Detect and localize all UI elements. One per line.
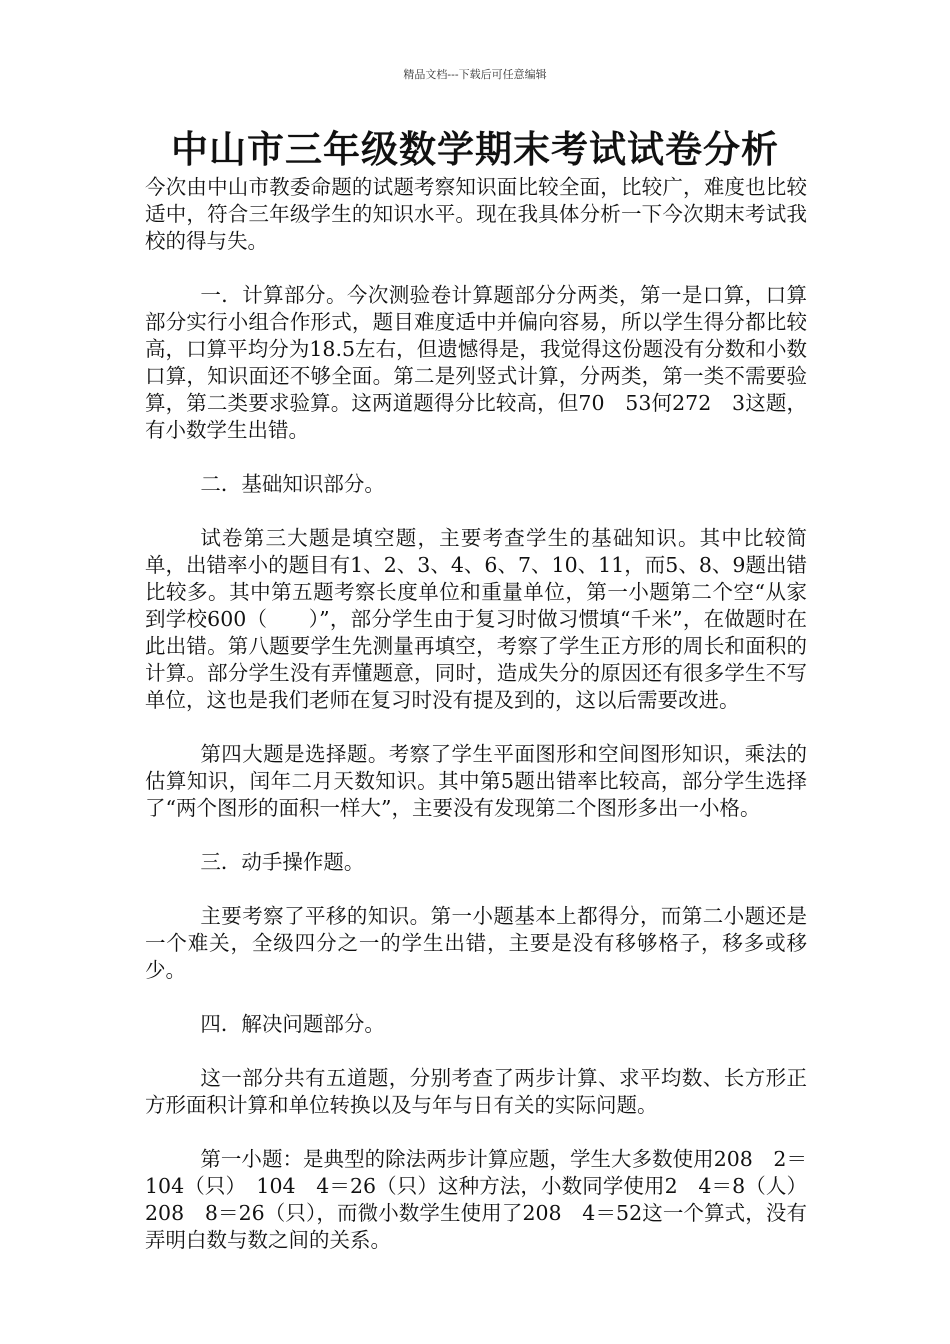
paragraph-calculation: 一．计算部分。今次测验卷计算题部分分两类，第一是口算，口算部分实行小组合作形式，题目难度适中并偏向容易，所以学生得分都比较高，口算平均分为18.5左右，但遗憾得是，我觉得这份题没有分数和小数口算，知识面还不够全面。第二是列竖式计算，分两类，第一类不需要验算，第二类要求验算。这两道题得分比较高，但70 53何272 3这题，有小数学生出错。 (145, 283, 807, 442)
paragraph-multiple-choice: 第四大题是选择题。考察了学生平面图形和空间图形知识，乘法的估算知识，闰年二月天数知识。其中第5题出错率比较高，部分学生选择了“两个图形的面积一样大”，主要没有发现第二个图形多出一小格。 (145, 742, 807, 820)
document-body (145, 174, 807, 1281)
section-heading-problem-solving: 四．解决问题部分。 (200, 1012, 385, 1036)
section-heading-basic-knowledge: 二．基础知识部分。 (200, 472, 385, 496)
paragraph-intro: 今次由中山市教委命题的试题考察知识面比较全面，比较广，难度也比较适中，符合三年级学生的知识水平。现在我具体分析一下今次期末考试我校的得与失。 (145, 175, 807, 253)
paragraph-problem-one: 第一小题：是典型的除法两步计算应题，学生大多数使用208 2＝104（只） 104 4＝26（只）这种方法，小数同学使用2 4＝8（人）208 8＝26（只），而微小数学生使用了208 4＝52这一个算式，没有弄明白数与数之间的关系。 (145, 1147, 807, 1252)
paragraph-translation: 主要考察了平移的知识。第一小题基本上都得分，而第二小题还是一个难关，全级四分之一的学生出错，主要是没有移够格子，移多或移少。 (145, 904, 807, 982)
header-note: 精品文档---下载后可任意编辑 (403, 68, 547, 81)
paragraph-fill-blank: 试卷第三大题是填空题，主要考查学生的基础知识。其中比较简单，出错率小的题目有1、2、3、4、6、7、10、11，而5、8、9题出错比较多。其中第五题考察长度单位和重量单位，第一小题第二个空“从家到学校600（ ）”，部分学生由于复习时做习惯填“千米”，在做题时在此出错。第八题要学生先测量再填空，考察了学生正方形的周长和面积的计算。部分学生没有弄懂题意，同时，造成失分的原因还有很多学生不写单位，这也是我们老师在复习时没有提及到的，这以后需要改进。 (145, 526, 807, 712)
section-heading-hands-on: 三．动手操作题。 (200, 850, 365, 874)
document-title: 中山市三年级数学期末考试试卷分析 (171, 128, 779, 171)
paragraph-problem-overview: 这一部分共有五道题，分别考查了两步计算、求平均数、长方形正方形面积计算和单位转换以及与年与日有关的实际问题。 (145, 1066, 807, 1117)
